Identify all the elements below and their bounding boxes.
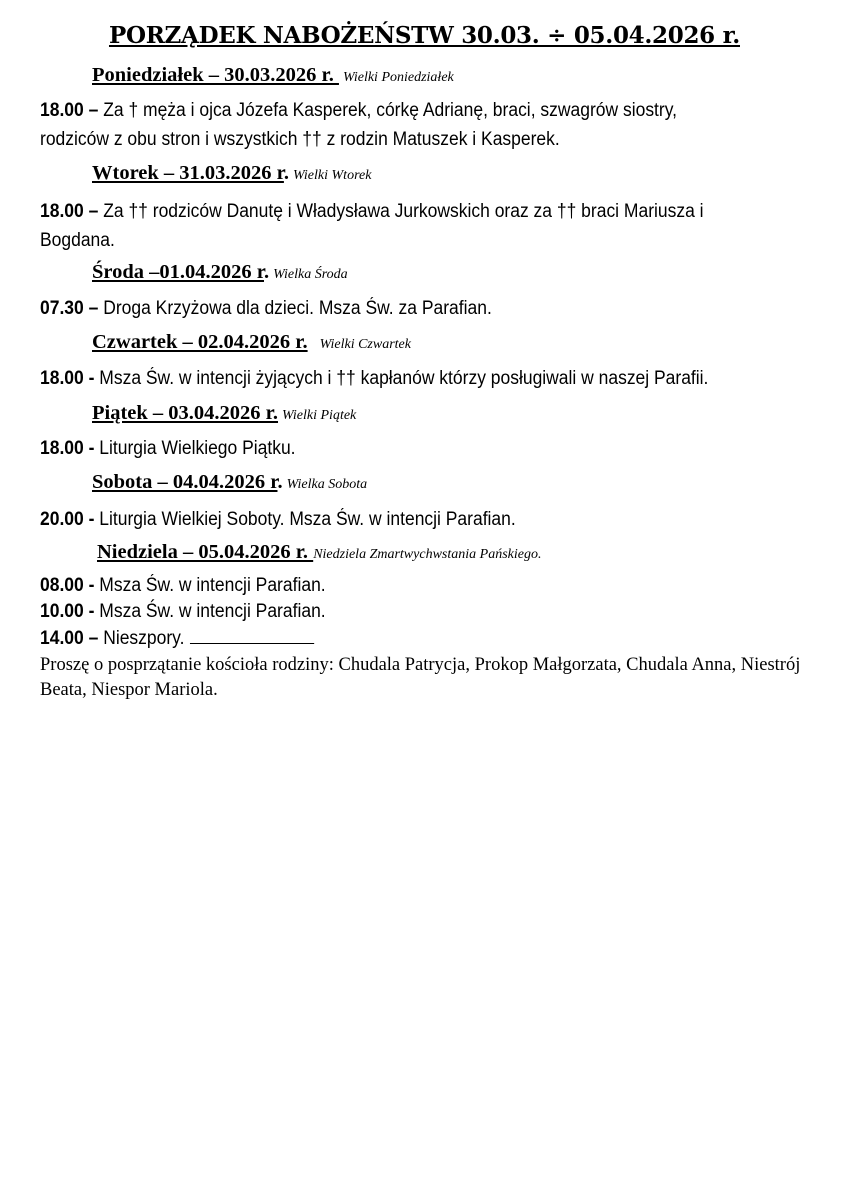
mass-intention: Za † męża i ojca Józefa Kasperek, córkę Adrianę, braci, szwagrów siostry, rodziców z obu stron i wszystkich †† z rodzin Matuszek i Kasperek. [40,100,678,150]
day-heading-thursday [92,331,411,354]
mass-time: 18.00 - [40,368,95,389]
mass-intention: Msza Św. w intencji żyjących i †† kapłanów którzy posługiwali w naszej Parafii. [94,368,709,389]
mass-intention: Za †† rodziców Danutę i Władysława Jurkowskich oraz za †† braci Mariusza i Bogdana. [40,201,704,251]
mass-intention: Msza Św. w intencji Parafian. [94,575,326,596]
mass-intention: Msza Św. w intencji Parafian. [94,601,326,622]
mass-entry [40,625,748,652]
mass-entry [40,364,748,393]
day-note: Wielka Środa [273,267,348,282]
day-date: Wtorek – 31.03.2026 r [92,162,284,184]
day-note: Wielki Piątek [282,408,357,423]
mass-intention: Liturgia Wielkiej Soboty. Msza Św. w intencji Parafian. [94,509,516,530]
mass-time: 14.00 – [40,628,99,649]
mass-time: 18.00 – [40,100,99,121]
day-date: Piątek – 03.04.2026 r. [92,402,279,424]
day-heading-sunday [97,541,541,564]
day-date: Niedziela – 05.04.2026 r. [97,541,314,563]
mass-entry-list [40,573,748,652]
day-note: Wielka Sobota [286,477,368,492]
day-heading-tuesday: Wtorek – 31.03.2026 r. Wielki Wtorek [92,162,372,184]
mass-time: 07.30 – [40,298,99,319]
mass-entry [40,573,748,599]
mass-time: 20.00 - [40,509,95,530]
cleaning-notice: Proszę o posprzątanie kościoła rodziny: Chudala Patrycja, Prokop Małgorzata, Chudala Anna, Niestrój Beata, Niespor Mariola. [40,655,801,700]
mass-entry [40,197,748,255]
page-title: PORZĄDEK NABOŻEŃSTW 30.03. ÷ 05.04.2026 r. [108,22,740,49]
day-date: Czwartek – 02.04.2026 r. [92,331,308,353]
blank-line [190,625,314,644]
mass-time: 18.00 - [40,438,95,459]
mass-time: 10.00 - [40,601,95,622]
day-heading-wednesday: Środa –01.04.2026 r. Wielka Środa [92,261,348,283]
mass-intention: Nieszpory. [98,628,185,649]
day-heading-saturday: Sobota – 04.04.2026 r. Wielka Sobota [92,471,368,493]
mass-time: 08.00 - [40,575,95,596]
mass-entry [40,505,748,534]
day-date: Środa –01.04.2026 r [92,261,264,283]
day-date: Poniedziałek – 30.03.2026 r. [92,64,339,86]
mass-entry [40,294,748,323]
mass-entry [40,434,748,463]
day-date: Sobota – 04.04.2026 r [92,471,278,493]
mass-entry [40,96,748,154]
day-note: Wielki Poniedziałek [342,70,454,85]
mass-time: 18.00 – [40,201,99,222]
day-note: Niedziela Zmartwychwstania Pańskiego. [313,547,542,562]
mass-intention: Droga Krzyżowa dla dzieci. Msza Św. za Parafian. [98,298,492,319]
day-heading-monday [92,64,454,87]
day-heading-friday [92,402,356,425]
day-note: Wielki Czwartek [319,337,411,352]
day-note: Wielki Wtorek [293,168,372,183]
mass-intention: Liturgia Wielkiego Piątku. [94,438,296,459]
mass-entry [40,599,748,625]
